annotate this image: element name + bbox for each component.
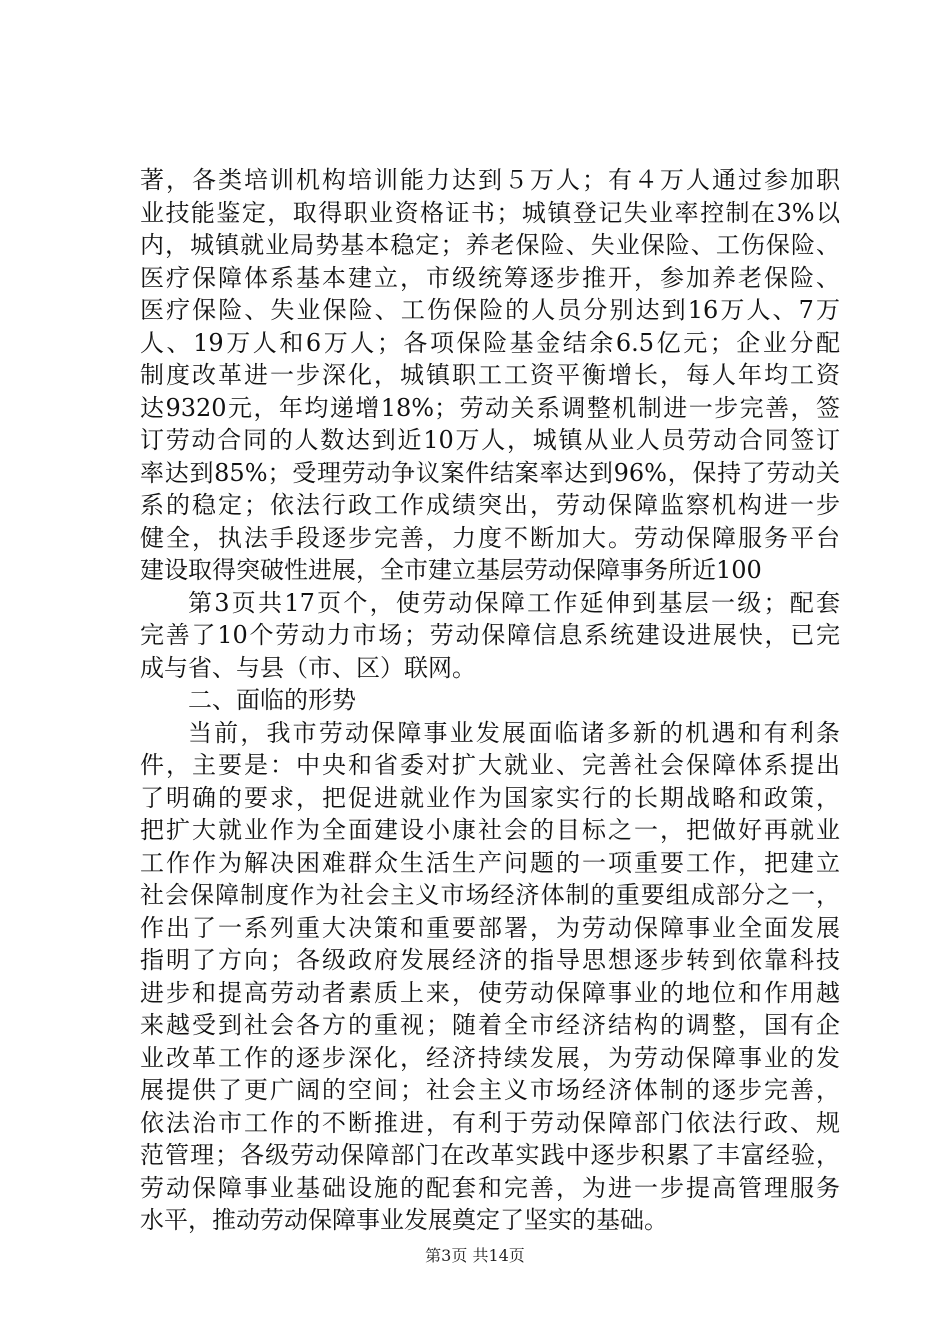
- text-line: 社会保障制度作为社会主义市场经济体制的重要组成部分之一，: [140, 881, 840, 909]
- text-line: 水平，推动劳动保障事业发展奠定了坚实的基础。: [140, 1206, 668, 1234]
- text-line: 二、面临的形势: [188, 686, 356, 714]
- text-line: 著，各类培训机构培训能力达到５万人；有４万人通过参加职: [140, 166, 840, 194]
- text-line: 当前，我市劳动保障事业发展面临诸多新的机遇和有利条: [188, 718, 840, 747]
- text-line: 率达到85%；受理劳动争议案件结案率达到96%，保持了劳动关: [140, 458, 840, 487]
- text-line: 建设取得突破性进展，全市建立基层劳动保障事务所近100: [140, 556, 762, 584]
- text-line: 完善了10个劳动力市场；劳动保障信息系统建设进展快，已完: [140, 621, 840, 649]
- text-line: 把扩大就业作为全面建设小康社会的目标之一，把做好再就业: [140, 816, 840, 844]
- text-line: 进步和提高劳动者素质上来，使劳动保障事业的地位和作用越: [140, 978, 840, 1007]
- text-line: 业技能鉴定，取得职业资格证书；城镇登记失业率控制在3%以: [140, 198, 840, 227]
- text-line: 第3页共17页个，使劳动保障工作延伸到基层一级；配套: [188, 588, 840, 617]
- text-line: 业改革工作的逐步深化，经济持续发展，为劳动保障事业的发: [140, 1043, 840, 1072]
- text-line: 医疗保障体系基本建立，市级统筹逐步推开，参加养老保险、: [140, 263, 840, 292]
- text-line: 订劳动合同的人数达到近10万人，城镇从业人员劳动合同签订: [140, 426, 840, 454]
- text-line: 作出了一系列重大决策和重要部署，为劳动保障事业全面发展: [140, 913, 840, 942]
- text-line: 系的稳定；依法行政工作成绩突出，劳动保障监察机构进一步: [140, 491, 840, 519]
- body-text: [140, 164, 840, 1237]
- text-line: 件，主要是：中央和省委对扩大就业、完善社会保障体系提出: [140, 751, 840, 779]
- text-line: 展提供了更广阔的空间；社会主义市场经济体制的逐步完善，: [140, 1076, 840, 1104]
- text-line: 达9320元，年均递增18%；劳动关系调整机制进一步完善，签: [140, 393, 840, 422]
- text-line: 制度改革进一步深化，城镇职工工资平衡增长，每人年均工资: [140, 361, 840, 389]
- text-line: 医疗保险、失业保险、工伤保险的人员分别达到16万人、7万: [140, 296, 840, 324]
- text-line: 内，城镇就业局势基本稳定；养老保险、失业保险、工伤保险、: [140, 231, 840, 259]
- text-line: 成与省、与县（市、区）联网。: [140, 653, 476, 682]
- text-line: 工作作为解决困难群众生活生产问题的一项重要工作，把建立: [140, 848, 840, 877]
- text-line: 劳动保障事业基础设施的配套和完善，为进一步提高管理服务: [140, 1173, 840, 1202]
- text-line: 人、19万人和6万人；各项保险基金结余6.5亿元；企业分配: [140, 328, 840, 357]
- text-line: 健全，执法手段逐步完善，力度不断加大。劳动保障服务平台: [140, 523, 840, 552]
- text-line: 指明了方向；各级政府发展经济的指导思想逐步转到依靠科技: [140, 946, 840, 974]
- text-line: 依法治市工作的不断推进，有利于劳动保障部门依法行政、规: [140, 1108, 840, 1137]
- text-line: 范管理；各级劳动保障部门在改革实践中逐步积累了丰富经验，: [140, 1141, 840, 1169]
- text-line: 来越受到社会各方的重视；随着全市经济结构的调整，国有企: [140, 1011, 840, 1039]
- page-footer: 第3页 共14页: [425, 1246, 525, 1265]
- text-line: 了明确的要求，把促进就业作为国家实行的长期战略和政策，: [140, 783, 840, 812]
